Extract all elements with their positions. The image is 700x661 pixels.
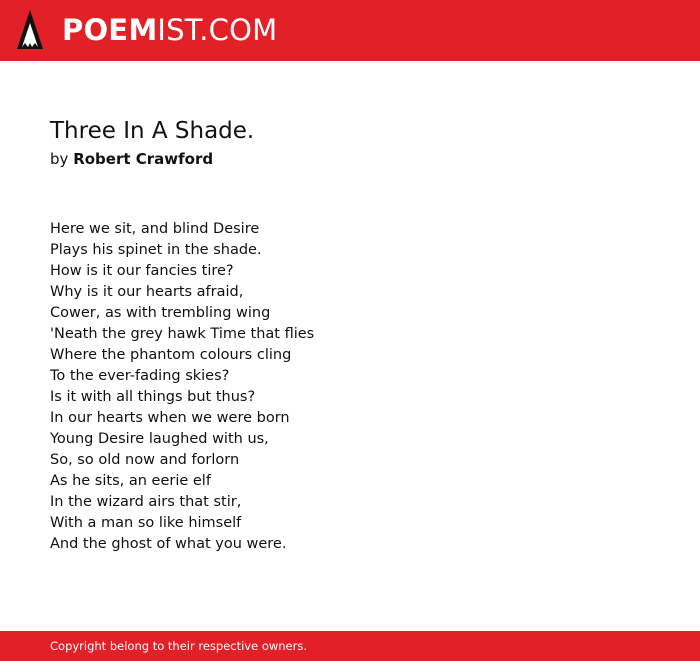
poem-line: Where the phantom colours cling [50, 347, 292, 363]
poem-line: Plays his spinet in the shade. [50, 242, 262, 258]
by-label: by [50, 150, 69, 168]
poem-line: Here we sit, and blind Desire [50, 221, 260, 237]
site-logo[interactable] [62, 12, 277, 48]
poem-line: Why is it our hearts afraid, [50, 284, 244, 300]
copyright-text: Copyright belong to their respective owners. [50, 639, 308, 653]
site-footer [0, 631, 700, 661]
poem-line: Is it with all things but thus? [50, 389, 256, 405]
poem-line: In the wizard airs that stir, [50, 494, 242, 510]
poem-line: 'Neath the grey hawk Time that flies [50, 326, 315, 342]
site-header [0, 0, 700, 61]
author-name: Robert Crawford [73, 150, 214, 168]
poem-line: In our hearts when we were born [50, 410, 290, 426]
pencil-icon[interactable] [16, 9, 44, 53]
logo-bold-text: POEM [62, 13, 158, 47]
poem-line: As he sits, an eerie elf [50, 473, 211, 489]
poem-body [50, 219, 314, 555]
poem-line: How is it our fancies tire? [50, 263, 234, 279]
poem-line: With a man so like himself [50, 515, 242, 531]
poem-title: Three In A Shade. [50, 118, 255, 144]
poem-line: And the ghost of what you were. [50, 536, 287, 552]
logo-light-text: IST.COM [157, 13, 278, 47]
poem-line: To the ever-fading skies? [50, 368, 230, 384]
poem-line: Young Desire laughed with us, [50, 431, 269, 447]
poem-byline [50, 148, 213, 170]
poem-line: Cower, as with trembling wing [50, 305, 271, 321]
poem-line: So, so old now and forlorn [50, 452, 240, 468]
